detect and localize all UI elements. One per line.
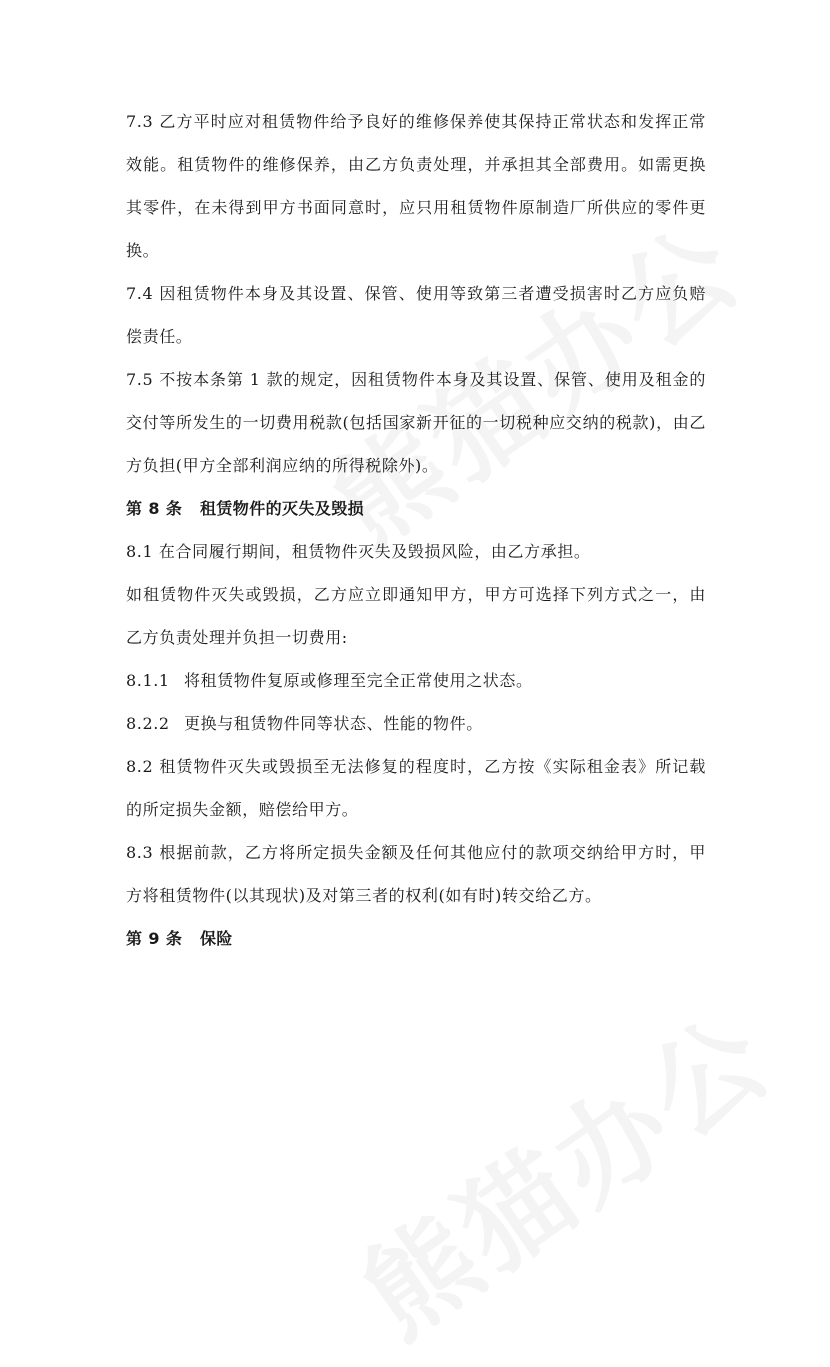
watermark xyxy=(327,971,798,1367)
article-number: 第 9 条 xyxy=(126,929,183,948)
sub-clause-number: 8.2.2 xyxy=(126,714,170,733)
clause-8-2: 8.2 租赁物件灭失或毁损至无法修复的程度时，乙方按《实际租金表》所记载的所定损失金额，赔偿给甲方。 xyxy=(126,757,706,819)
clause-8-2-2 xyxy=(126,702,706,745)
article-number: 第 8 条 xyxy=(126,499,183,518)
article-9-heading xyxy=(126,917,706,960)
clause-8-3: 8.3 根据前款，乙方将所定损失金额及任何其他应付的款项交纳给甲方时，甲方将租赁物件(以其现状)及对第三者的权利(如有时)转交给乙方。 xyxy=(126,843,706,905)
article-title: 保险 xyxy=(200,929,233,948)
document-body xyxy=(126,100,706,960)
clause-7-5: 7.5 不按本条第 1 款的规定，因租赁物件本身及其设置、保管、使用及租金的交付等所发生的一切费用税款(包括国家新开征的一切税种应交纳的税款)，由乙方负担(甲方全部利润应纳的所得税除外)。 xyxy=(126,370,706,475)
article-8-heading xyxy=(126,487,706,530)
clause-7-3: 7.3 乙方平时应对租赁物件给予良好的维修保养使其保持正常状态和发挥正常效能。租赁物件的维修保养，由乙方负责处理，并承担其全部费用。如需更换其零件，在未得到甲方书面同意时，应只用租赁物件原制造厂所供应的零件更换。 xyxy=(126,112,706,260)
sub-clause-text: 更换与租赁物件同等状态、性能的物件。 xyxy=(184,714,483,733)
sub-clause-number: 8.1.1 xyxy=(126,671,170,690)
clause-7-4: 7.4 因租赁物件本身及其设置、保管、使用等致第三者遭受损害时乙方应负赔偿责任。 xyxy=(126,284,706,346)
clause-8-1: 8.1 在合同履行期间，租赁物件灭失及毁损风险，由乙方承担。 xyxy=(126,542,591,561)
clause-8-1-1 xyxy=(126,659,706,702)
clause-8-1-body: 如租赁物件灭失或毁损，乙方应立即通知甲方，甲方可选择下列方式之一，由乙方负责处理并负担一切费用: xyxy=(126,585,706,647)
article-title: 租赁物件的灭失及毁损 xyxy=(200,499,365,518)
sub-clause-text: 将租赁物件复原或修理至完全正常使用之状态。 xyxy=(184,671,533,690)
